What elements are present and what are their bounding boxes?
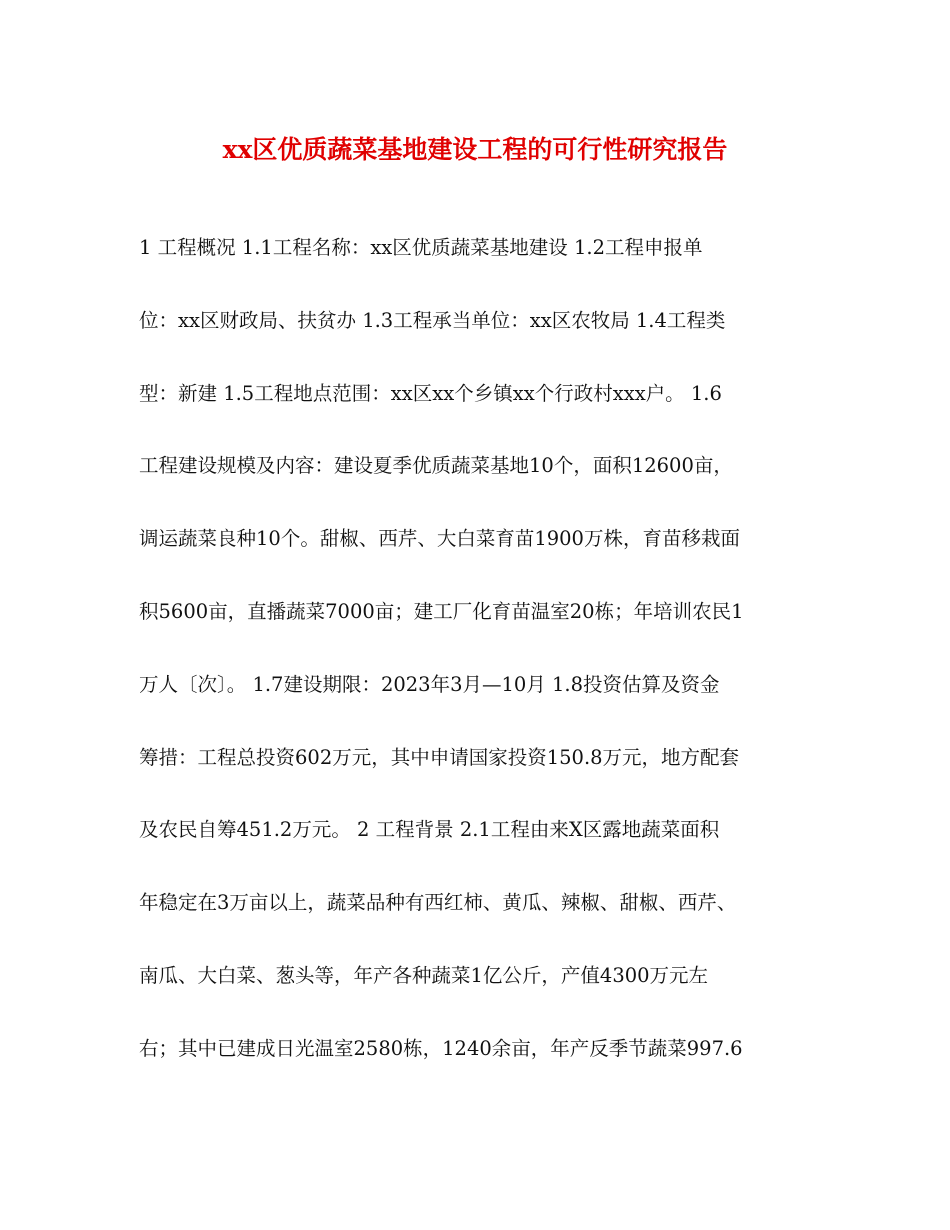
body-line: 工程建设规模及内容：建设夏季优质蔬菜基地10个，面积12600亩， [139, 454, 733, 478]
document-title: xx区优质蔬菜基地建设工程的可行性研究报告 [222, 135, 728, 164]
body-line: 南瓜、大白菜、葱头等，年产各种蔬菜1亿公斤，产值4300万元左 [139, 963, 709, 987]
body-line: 积5600亩，直播蔬菜7000亩；建工厂化育苗温室20栋；年培训农民1 [139, 599, 744, 623]
document-body [139, 233, 839, 1107]
body-line: 位：xx区财政局、扶贫办 1.3工程承当单位：xx区农牧局 1.4工程类 [139, 308, 726, 332]
body-line: 及农民自筹451.2万元。 2 工程背景 2.1工程由来X区露地蔬菜面积 [139, 818, 720, 842]
body-line: 万人〔次〕。 1.7建设期限：2023年3月—10月 1.8投资估算及资金 [139, 672, 720, 696]
body-line: 1 工程概况 1.1工程名称：xx区优质蔬菜基地建设 1.2工程申报单 [139, 236, 703, 259]
body-line: 筹措：工程总投资602万元，其中申请国家投资150.8万元，地方配套 [139, 745, 740, 769]
body-line: 右；其中已建成日光温室2580栋，1240余亩，年产反季节蔬菜997.6 [139, 1036, 743, 1060]
body-line: 型：新建 1.5工程地点范围：xx区xx个乡镇xx个行政村xxx户。 1.6 [139, 381, 722, 405]
body-line: 年稳定在3万亩以上，蔬菜品种有西红柿、黄瓜、辣椒、甜椒、西芹、 [139, 891, 737, 915]
body-line: 调运蔬菜良种10个。甜椒、西芹、大白菜育苗1900万株，育苗移栽面 [139, 527, 740, 551]
